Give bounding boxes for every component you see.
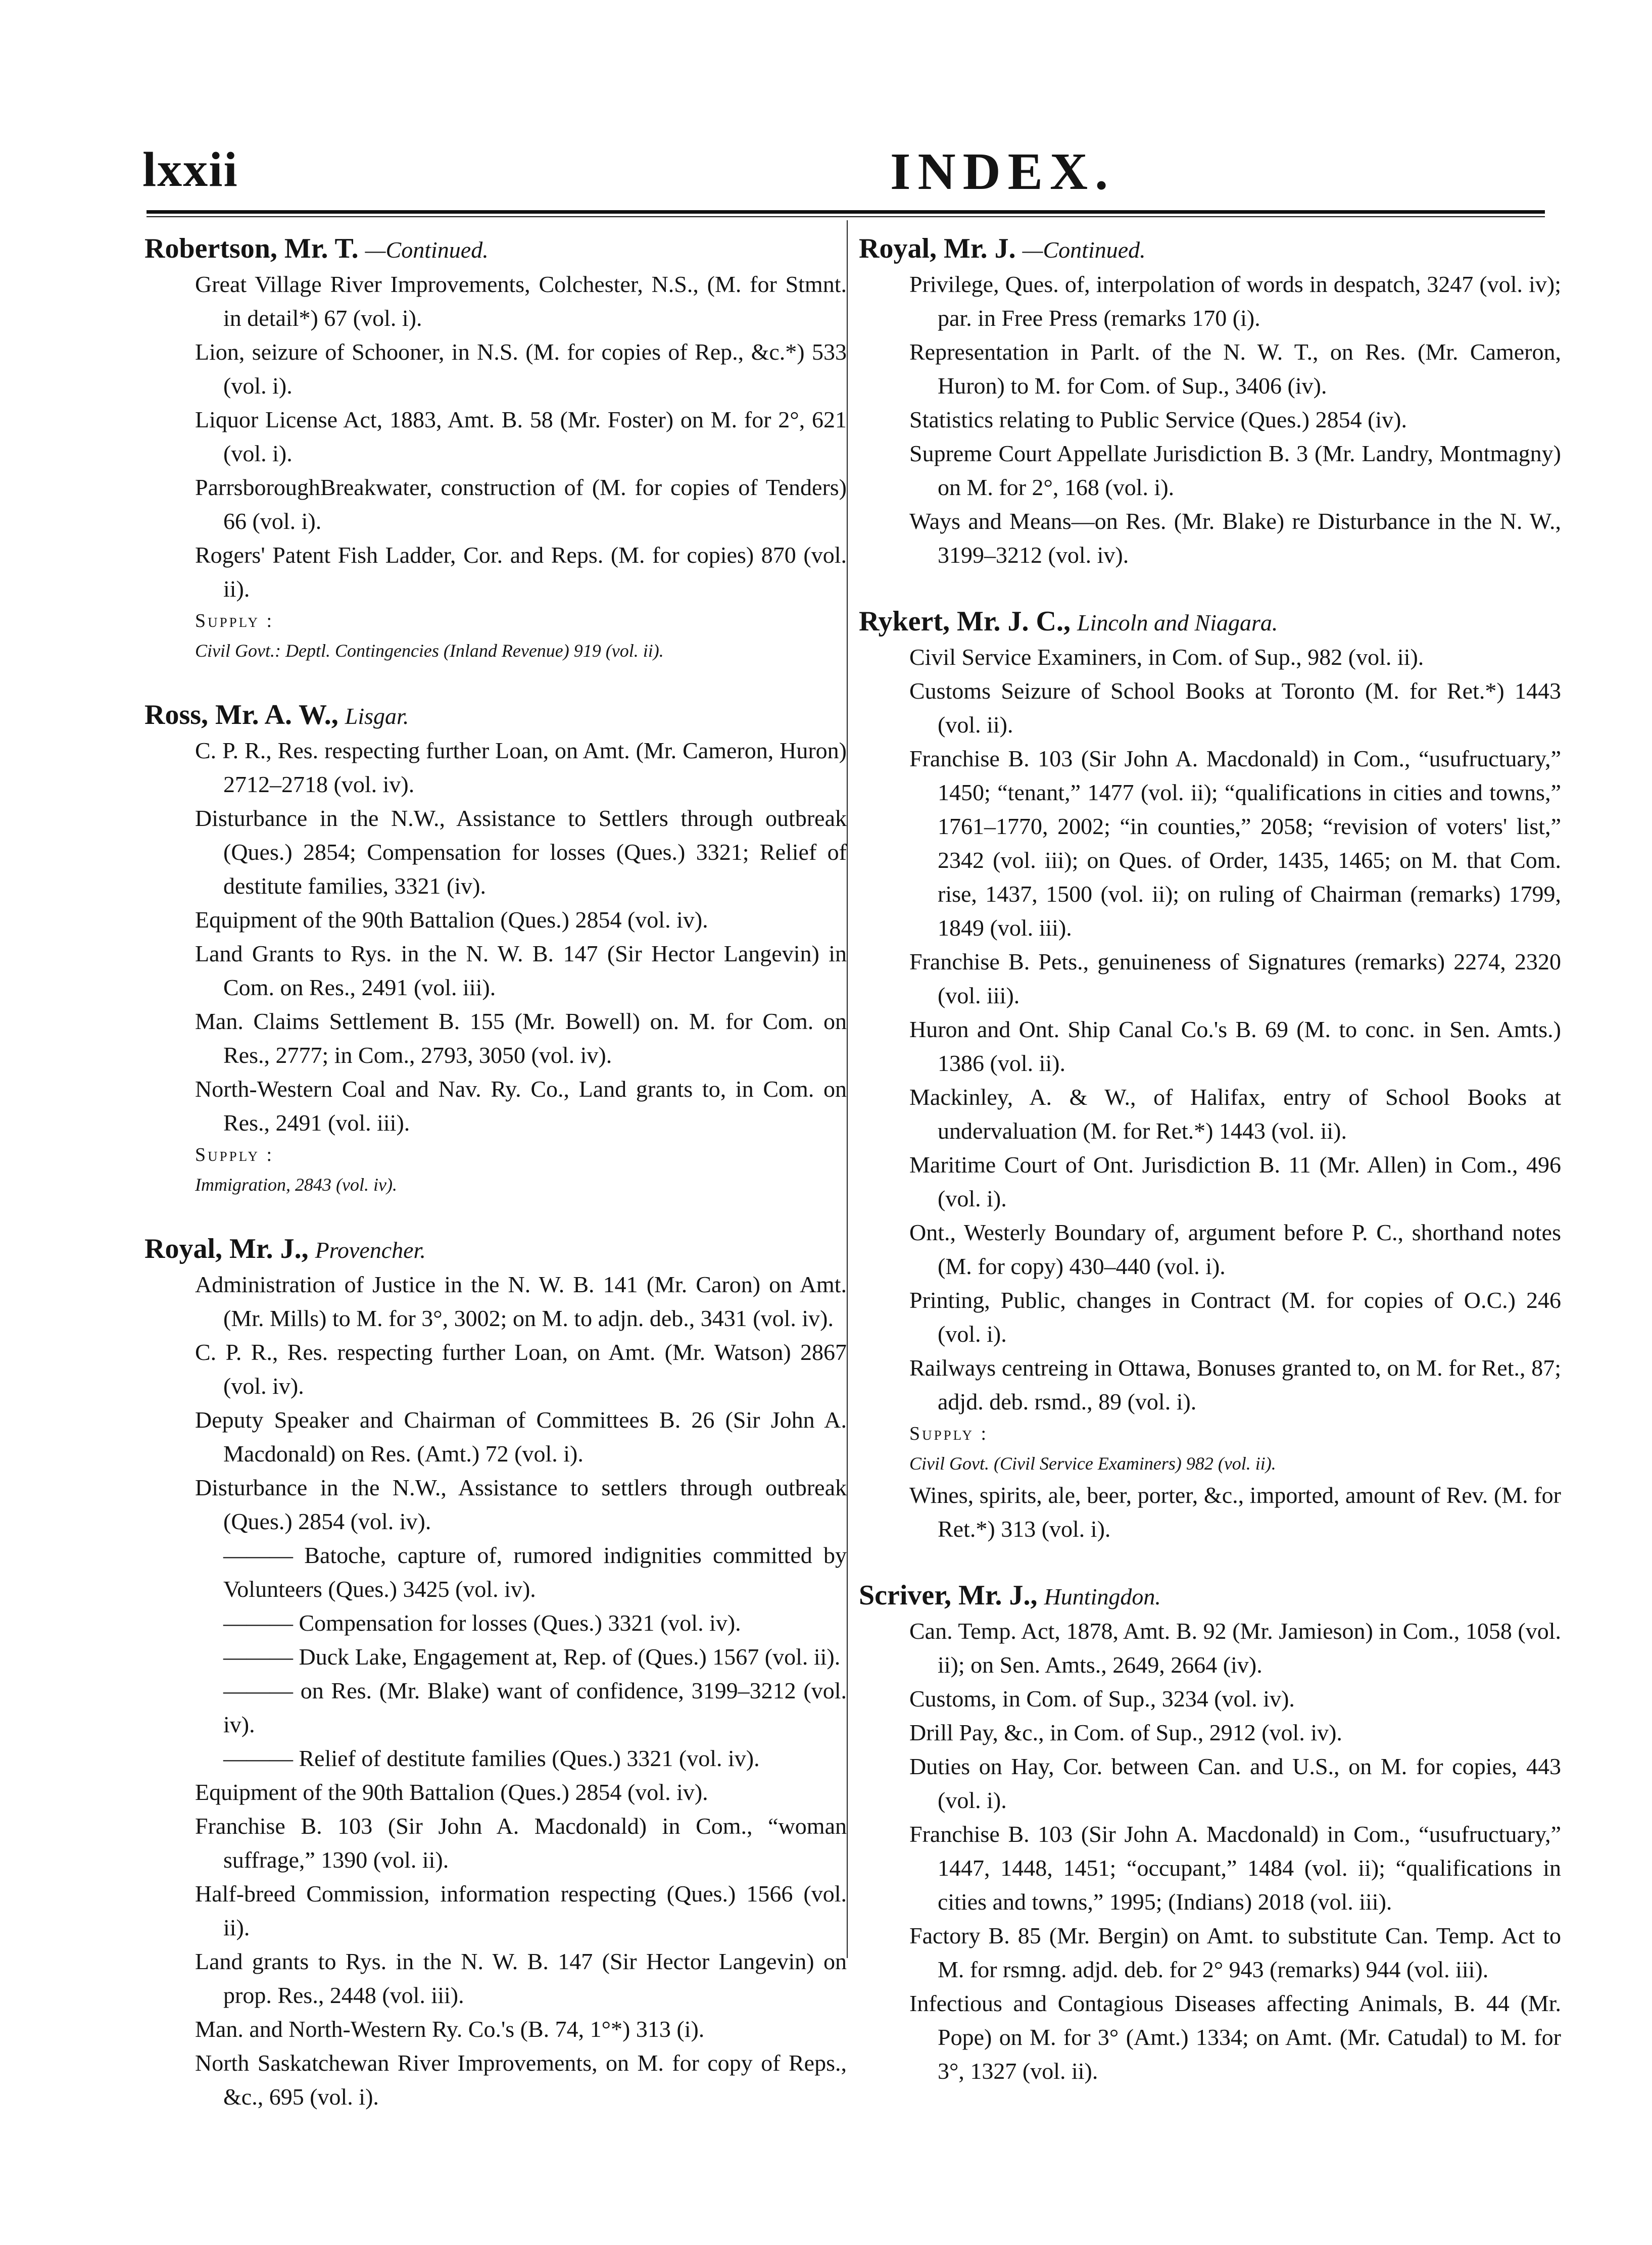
index-item: Man. Claims Settlement B. 155 (Mr. Bowell) on. M. for Com. on Res., 2777; in Com., 2793, 3050 (vol. iv).	[195, 1008, 847, 1068]
supply-label: Supply :	[195, 610, 274, 631]
entry-heading	[144, 231, 847, 267]
index-item: Supreme Court Appellate Jurisdiction B. 3 (Mr. Landry, Montmagny) on M. for 2°, 168 (vol. i).	[909, 441, 1561, 500]
index-item: Rogers' Patent Fish Ladder, Cor. and Reps. (M. for copies) 870 (vol. ii).	[195, 542, 847, 602]
index-item: Can. Temp. Act, 1878, Amt. B. 92 (Mr. Jamieson) in Com., 1058 (vol. ii); on Sen. Amts., 2649, 2664 (iv).	[909, 1618, 1561, 1678]
right-column	[859, 231, 1561, 2120]
page-title: INDEX.	[890, 142, 1115, 201]
index-item: C. P. R., Res. respecting further Loan, on Amt. (Mr. Cameron, Huron) 2712–2718 (vol. iv).	[195, 738, 847, 797]
index-item: Lion, seizure of Schooner, in N.S. (M. for copies of Rep., &c.*) 533 (vol. i).	[195, 339, 847, 399]
index-item: Ways and Means—on Res. (Mr. Blake) re Disturbance in the N. W., 3199–3212 (vol. iv).	[909, 508, 1561, 568]
index-item: Maritime Court of Ont. Jurisdiction B. 11 (Mr. Allen) in Com., 496 (vol. i).	[909, 1152, 1561, 1211]
index-item: ——— Relief of destitute families (Ques.) 3321 (vol. iv).	[223, 1745, 760, 1771]
entry-note: —Continued.	[1022, 237, 1146, 263]
index-item: Land Grants to Rys. in the N. W. B. 147 (Sir Hector Langevin) in Com. on Res., 2491 (vol. iii).	[195, 941, 847, 1000]
entry-items	[859, 1614, 1561, 2088]
entry-heading	[144, 698, 847, 734]
index-entry	[859, 1578, 1561, 2088]
index-item: Liquor License Act, 1883, Amt. B. 58 (Mr. Foster) on M. for 2°, 621 (vol. i).	[195, 407, 847, 466]
page-header	[142, 141, 1547, 202]
index-item: Disturbance in the N.W., Assistance to Settlers through outbreak (Ques.) 2854; Compensation for losses (Ques.) 3321; Relief of destitute families, 3321 (iv).	[195, 805, 847, 899]
index-item: Half-breed Commission, information respecting (Ques.) 1566 (vol. ii).	[195, 1881, 847, 1940]
index-entry	[144, 231, 847, 665]
index-item: Franchise B. 103 (Sir John A. Macdonald) in Com., “usufructuary,” 1447, 1448, 1451; “occupant,” 1484 (vol. ii); “qualifications in cities and towns,” 1995; (Indians) 2018 (vol. iii).	[909, 1821, 1561, 1915]
index-item: Privilege, Ques. of, interpolation of words in despatch, 3247 (vol. iv); par. in Free Press (remarks 170 (i).	[909, 271, 1561, 331]
entry-heading	[859, 604, 1561, 640]
supply-label: Supply :	[909, 1423, 989, 1444]
index-item: ——— Duck Lake, Engagement at, Rep. of (Ques.) 1567 (vol. ii).	[223, 1644, 841, 1670]
index-entry	[859, 604, 1561, 1546]
entry-items	[144, 1267, 847, 2114]
index-item: Duties on Hay, Cor. between Can. and U.S., on M. for copies, 443 (vol. i).	[909, 1753, 1561, 1813]
index-item: North-Western Coal and Nav. Ry. Co., Land grants to, in Com. on Res., 2491 (vol. iii).	[195, 1076, 847, 1136]
index-item: Huron and Ont. Ship Canal Co.'s B. 69 (M. to conc. in Sen. Amts.) 1386 (vol. ii).	[909, 1016, 1561, 1076]
index-item: Franchise B. 103 (Sir John A. Macdonald) in Com., “usufructuary,” 1450; “tenant,” 1477 (vol. ii); “qualifications in cities and towns,” 1761–1770, 2002; “in counties,” 2058; “revision of voters' list,” 2342 (vol. iii); on Ques. of Order, 1435, 1465; on M. that Com. rise, 1437, 1500 (vol. ii); on ruling of Chairman (remarks) 1799, 1849 (vol. iii).	[909, 746, 1561, 941]
member-name: Royal, Mr. J.	[859, 233, 1016, 264]
index-item: ——— Compensation for losses (Ques.) 3321 (vol. iv).	[223, 1610, 741, 1636]
entry-items	[859, 640, 1561, 1546]
member-name: Royal, Mr. J.,	[144, 1233, 309, 1264]
index-item: Infectious and Contagious Diseases affecting Animals, B. 44 (Mr. Pope) on M. for 3° (Amt.) 1334; on Amt. (Mr. Catudal) to M. for 3°, 1327 (vol. ii).	[909, 1990, 1561, 2084]
index-item: Man. and North-Western Ry. Co.'s (B. 74, 1°*) 313 (i).	[195, 2016, 705, 2042]
supply-item: Immigration, 2843 (vol. iv).	[195, 1175, 397, 1195]
supply-item: Civil Govt. (Civil Service Examiners) 982 (vol. ii).	[909, 1453, 1276, 1474]
index-item: Ont., Westerly Boundary of, argument before P. C., shorthand notes (M. for copy) 430–440 (vol. i).	[909, 1219, 1561, 1279]
index-item: C. P. R., Res. respecting further Loan, on Amt. (Mr. Watson) 2867 (vol. iv).	[195, 1339, 847, 1399]
index-entry	[859, 231, 1561, 572]
index-item: Land grants to Rys. in the N. W. B. 147 (Sir Hector Langevin) on prop. Res., 2448 (vol. iii).	[195, 1948, 847, 2008]
entry-note: Lisgar.	[345, 703, 409, 729]
member-name: Rykert, Mr. J. C.,	[859, 606, 1071, 637]
entry-heading	[859, 231, 1561, 267]
index-item: Franchise B. 103 (Sir John A. Macdonald) in Com., “woman suffrage,” 1390 (vol. ii).	[195, 1813, 847, 1873]
index-item: Representation in Parlt. of the N. W. T., on Res. (Mr. Cameron, Huron) to M. for Com. of Sup., 3406 (iv).	[909, 339, 1561, 399]
index-item: North Saskatchewan River Improvements, on M. for copy of Reps., &c., 695 (vol. i).	[195, 2050, 847, 2110]
index-item: Factory B. 85 (Mr. Bergin) on Amt. to substitute Can. Temp. Act to M. for rsmng. adjd. deb. for 2° 943 (remarks) 944 (vol. iii).	[909, 1923, 1561, 1982]
index-item: Printing, Public, changes in Contract (M. for copies of O.C.) 246 (vol. i).	[909, 1287, 1561, 1347]
index-item: ——— Batoche, capture of, rumored indignities committed by Volunteers (Ques.) 3425 (vol. iv).	[223, 1542, 847, 1602]
index-item: Disturbance in the N.W., Assistance to settlers through outbreak (Ques.) 2854 (vol. iv).	[195, 1475, 847, 1534]
header-rule-thin	[147, 216, 1545, 217]
index-item: Customs Seizure of School Books at Toronto (M. for Ret.*) 1443 (vol. ii).	[909, 678, 1561, 738]
index-entry	[144, 1232, 847, 2114]
entry-items	[144, 267, 847, 665]
index-item: Administration of Justice in the N. W. B. 141 (Mr. Caron) on Amt. (Mr. Mills) to M. for 3°, 3002; on M. to adjn. deb., 3431 (vol. iv).	[195, 1272, 847, 1331]
entry-heading	[859, 1578, 1561, 1614]
index-item: Civil Service Examiners, in Com. of Sup., 982 (vol. ii).	[909, 644, 1424, 670]
member-name: Scriver, Mr. J.,	[859, 1580, 1038, 1611]
column-divider	[847, 220, 848, 1958]
entry-note: —Continued.	[365, 237, 489, 263]
index-entry	[144, 698, 847, 1199]
index-item: ——— on Res. (Mr. Blake) want of confidence, 3199–3212 (vol. iv).	[223, 1678, 847, 1737]
supply-item: Civil Govt.: Deptl. Contingencies (Inland Revenue) 919 (vol. ii).	[195, 641, 664, 661]
index-item: Deputy Speaker and Chairman of Committees B. 26 (Sir John A. Macdonald) on Res. (Amt.) 72 (vol. i).	[195, 1407, 847, 1467]
index-item: Equipment of the 90th Battalion (Ques.) 2854 (vol. iv).	[195, 1779, 708, 1805]
index-item: Railways centreing in Ottawa, Bonuses granted to, on M. for Ret., 87; adjd. deb. rsmd., 89 (vol. i).	[909, 1355, 1561, 1414]
supply-label: Supply :	[195, 1144, 274, 1165]
index-item: Wines, spirits, ale, beer, porter, &c., imported, amount of Rev. (M. for Ret.*) 313 (vol. i).	[909, 1482, 1561, 1542]
index-item: Franchise B. Pets., genuineness of Signatures (remarks) 2274, 2320 (vol. iii).	[909, 949, 1561, 1008]
entry-items	[144, 734, 847, 1199]
index-item: Mackinley, A. & W., of Halifax, entry of School Books at undervaluation (M. for Ret.*) 1443 (vol. ii).	[909, 1084, 1561, 1144]
index-item: Drill Pay, &c., in Com. of Sup., 2912 (vol. iv).	[909, 1720, 1342, 1745]
index-item: Great Village River Improvements, Colchester, N.S., (M. for Stmnt. in detail*) 67 (vol. i).	[195, 271, 847, 331]
header-rule	[147, 210, 1545, 214]
entry-items	[859, 267, 1561, 572]
page-number: lxxii	[142, 142, 238, 197]
left-column	[144, 231, 847, 2146]
entry-note: Lincoln and Niagara.	[1077, 610, 1278, 636]
index-item: Statistics relating to Public Service (Ques.) 2854 (iv).	[909, 407, 1407, 432]
member-name: Ross, Mr. A. W.,	[144, 699, 338, 730]
index-item: Equipment of the 90th Battalion (Ques.) 2854 (vol. iv).	[195, 907, 708, 933]
entry-note: Huntingdon.	[1044, 1584, 1161, 1609]
index-item: ParrsboroughBreakwater, construction of (M. for copies of Tenders) 66 (vol. i).	[195, 474, 847, 534]
member-name: Robertson, Mr. T.	[144, 233, 359, 264]
entry-heading	[144, 1232, 847, 1267]
index-item: Customs, in Com. of Sup., 3234 (vol. iv).	[909, 1686, 1295, 1712]
entry-note: Provencher.	[315, 1237, 426, 1263]
